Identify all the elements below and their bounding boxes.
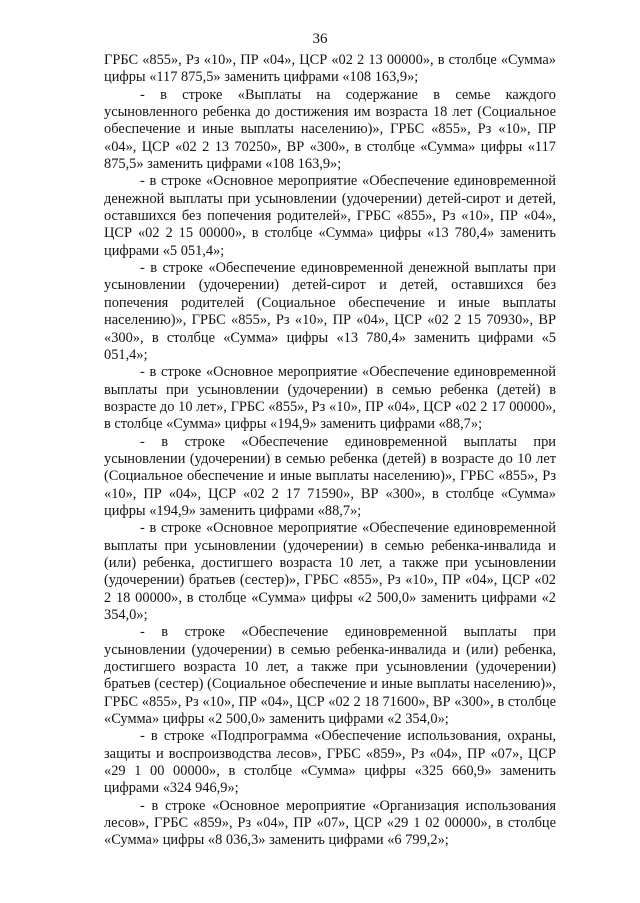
paragraph-2: - в строке «Выплаты на содержание в семье каждого усыновленного ребенка до достижения им возраста 18 лет (Социальное обеспечение и иные выплаты населению)», ГРБС «855», Рз «10», ПР «04», ЦСР «02 2 13 70250», ВР «300», в столбце «Сумма» цифры «117 875,5» заменить цифрами «108 163,9»; <box>104 86 556 173</box>
paragraph-5: - в строке «Основное мероприятие «Обеспечение единовременной выплаты при усыновлении (удочерении) в семью ребенка (детей) в возрасте до 10 лет», ГРБС «855», Рз «10», ПР «04», ЦСР «02 2 17 00000», в столбце «Сумма» цифры «194,9» заменить цифрами «88,7»; <box>104 364 556 433</box>
paragraph-4: - в строке «Обеспечение единовременной денежной выплаты при усыновлении (удочерении) детей-сирот и детей, оставшихся без попечения родителей (Социальное обеспечение и иные выплаты населению)», ГРБС «855», Рз «10», ПР «04», ЦСР «02 2 15 70930», ВР «300», в столбце «Сумма» цифры «13 780,4» заменить цифрами «5 051,4»; <box>104 260 556 363</box>
document-body <box>104 52 556 850</box>
paragraph-8: - в строке «Обеспечение единовременной выплаты при усыновлении (удочерении) в семью ребенка-инвалида и (или) ребенка, достигшего возраста 10 лет, а также при усыновлении (удочерении) братьев (сестер) (Социальное обеспечение и иные выплаты населению)», ГРБС «855», Рз «10», ПР «04», ЦСР «02 2 18 71600», ВР «300», в столбце «Сумма» цифры «2 500,0» заменить цифрами «2 354,0»; <box>104 624 556 728</box>
paragraph-7: - в строке «Основное мероприятие «Обеспечение единовременной выплаты при усыновлении (удочерении) в семью ребенка-инвалида и (или) ребенка, достигшего возраста 10 лет, а также при усыновлении (удочерении) братьев (сестер)», ГРБС «855», Рз «10», ПР «04», ЦСР «02 2 18 00000», в столбце «Сумма» цифры «2 500,0» заменить цифрами «2 354,0»; <box>104 520 556 623</box>
paragraph-1: ГРБС «855», Рз «10», ПР «04», ЦСР «02 2 13 00000», в столбце «Сумма» цифры «117 875,5» заменить цифрами «108 163,9»; <box>104 52 556 86</box>
page-number: 36 <box>312 31 328 47</box>
paragraph-3: - в строке «Основное мероприятие «Обеспечение единовременной денежной выплаты при усыновлении (удочерении) детей-сирот и детей, оставшихся без попечения родителей», ГРБС «855», Рз «10», ПР «04», ЦСР «02 2 15 00000», в столбце «Сумма» цифры «13 780,4» заменить цифрами «5 051,4»; <box>104 173 556 259</box>
paragraph-10: - в строке «Основное мероприятие «Организация использования лесов», ГРБС «859», Рз «04», ПР «07», ЦСР «29 1 02 00000», в столбце «Сумма» цифры «8 036,3» заменить цифрами «6 799,2»; <box>104 797 556 849</box>
paragraph-6: - в строке «Обеспечение единовременной выплаты при усыновлении (удочерении) в семью ребенка (детей) в возрасте до 10 лет (Социальное обеспечение и иные выплаты населению)», ГРБС «855», Рз «10», ПР «04», ЦСР «02 2 17 71590», ВР «300», в столбце «Сумма» цифры «194,9» заменить цифрами «88,7»; <box>104 433 556 519</box>
paragraph-9: - в строке «Подпрограмма «Обеспечение использования, охраны, защиты и воспроизводства лесов», ГРБС «859», Рз «04», ПР «07», ЦСР «29 1 00 00000», в столбце «Сумма» цифры «325 660,9» заменить цифрами «324 946,9»; <box>104 728 556 797</box>
